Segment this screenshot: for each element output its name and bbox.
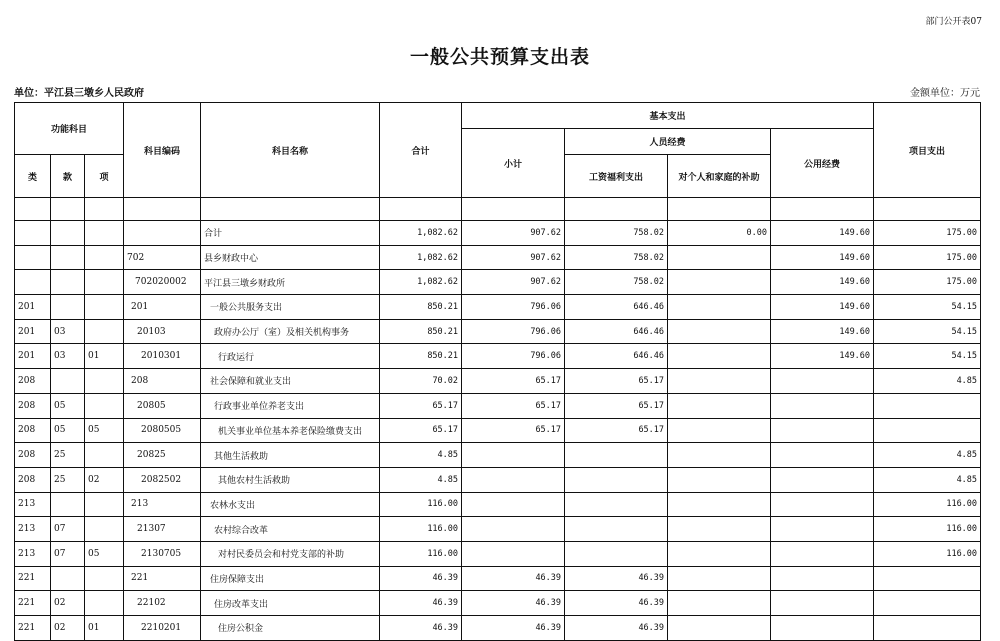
cell-lei: 208 xyxy=(15,369,51,394)
cell-salary: 758.02 xyxy=(565,245,668,270)
table-row xyxy=(15,221,981,246)
cell-subject-name: 机关事业单位基本养老保险缴费支出 xyxy=(201,418,380,443)
unit-label: 单位：平江县三墩乡人民政府 xyxy=(14,88,144,99)
cell-subsidy xyxy=(668,566,771,591)
cell-total: 70.02 xyxy=(380,369,462,394)
cell-total: 46.39 xyxy=(380,616,462,641)
cell-subject-code: 221 xyxy=(124,566,201,591)
cell-xiang xyxy=(85,369,124,394)
cell-salary xyxy=(565,541,668,566)
cell-xiang: 05 xyxy=(85,541,124,566)
cell-subject-name: 行政运行 xyxy=(201,344,380,369)
table-row xyxy=(15,245,981,270)
table-row xyxy=(15,418,981,443)
cell-lei: 208 xyxy=(15,418,51,443)
cell-public-funds: 149.60 xyxy=(771,319,874,344)
table-body xyxy=(15,221,981,641)
table-row xyxy=(15,467,981,492)
cell-subject-name: 平江县三墩乡财政所 xyxy=(201,270,380,295)
cell-kuan xyxy=(51,270,85,295)
table-row xyxy=(15,393,981,418)
table-row xyxy=(15,443,981,468)
amount-unit-label: 金额单位：万元 xyxy=(910,88,980,99)
cell-kuan xyxy=(51,492,85,517)
cell-subject-name: 政府办公厅（室）及相关机构事务 xyxy=(201,319,380,344)
cell-project-expense: 4.85 xyxy=(874,369,981,394)
cell-subtotal xyxy=(462,492,565,517)
cell-xiang xyxy=(85,245,124,270)
cell-subsidy xyxy=(668,319,771,344)
cell-kuan xyxy=(51,369,85,394)
cell-xiang xyxy=(85,393,124,418)
cell-subject-code: 22102 xyxy=(124,591,201,616)
cell-public-funds xyxy=(771,418,874,443)
cell-salary: 646.46 xyxy=(565,344,668,369)
cell-project-expense: 116.00 xyxy=(874,517,981,542)
cell-lei: 221 xyxy=(15,566,51,591)
cell-subsidy xyxy=(668,393,771,418)
cell-kuan: 05 xyxy=(51,418,85,443)
cell-xiang xyxy=(85,221,124,246)
cell-subject-name: 住房改革支出 xyxy=(201,591,380,616)
cell-project-expense: 116.00 xyxy=(874,541,981,566)
cell-subject-code: 2010301 xyxy=(124,344,201,369)
header-subject-code: 科目编码 xyxy=(124,103,201,198)
cell-project-expense: 4.85 xyxy=(874,443,981,468)
cell-total: 1,082.62 xyxy=(380,245,462,270)
table-row xyxy=(15,492,981,517)
cell-subject-code: 702 xyxy=(124,245,201,270)
cell-lei: 208 xyxy=(15,443,51,468)
cell-salary xyxy=(565,517,668,542)
cell-public-funds: 149.60 xyxy=(771,344,874,369)
table-row xyxy=(15,344,981,369)
cell-subject-code xyxy=(124,221,201,246)
table-row xyxy=(15,295,981,320)
cell-kuan xyxy=(51,221,85,246)
cell-total: 65.17 xyxy=(380,418,462,443)
cell-subsidy xyxy=(668,541,771,566)
cell-xiang: 01 xyxy=(85,616,124,641)
cell-lei: 201 xyxy=(15,295,51,320)
form-number: 部门公开表07 xyxy=(925,17,982,27)
cell-subsidy xyxy=(668,369,771,394)
budget-expenditure-table xyxy=(14,102,981,641)
cell-public-funds xyxy=(771,541,874,566)
cell-subsidy xyxy=(668,344,771,369)
cell-subject-code: 20103 xyxy=(124,319,201,344)
cell-subtotal: 907.62 xyxy=(462,221,565,246)
cell-kuan: 25 xyxy=(51,467,85,492)
cell-xiang xyxy=(85,517,124,542)
cell-kuan: 02 xyxy=(51,591,85,616)
cell-salary xyxy=(565,492,668,517)
cell-subject-name: 一般公共服务支出 xyxy=(201,295,380,320)
cell-subtotal xyxy=(462,443,565,468)
cell-subsidy: 0.00 xyxy=(668,221,771,246)
cell-salary xyxy=(565,443,668,468)
cell-public-funds: 149.60 xyxy=(771,221,874,246)
cell-public-funds xyxy=(771,467,874,492)
table-row xyxy=(15,566,981,591)
cell-lei: 213 xyxy=(15,492,51,517)
header-kuan: 款 xyxy=(51,155,85,198)
cell-kuan: 03 xyxy=(51,319,85,344)
cell-lei: 208 xyxy=(15,393,51,418)
cell-total: 850.21 xyxy=(380,319,462,344)
cell-project-expense xyxy=(874,393,981,418)
cell-subject-name: 社会保障和就业支出 xyxy=(201,369,380,394)
cell-kuan: 07 xyxy=(51,541,85,566)
cell-subtotal xyxy=(462,517,565,542)
cell-project-expense xyxy=(874,591,981,616)
cell-project-expense xyxy=(874,418,981,443)
cell-xiang: 05 xyxy=(85,418,124,443)
cell-subject-name: 其他生活救助 xyxy=(201,443,380,468)
cell-xiang xyxy=(85,492,124,517)
cell-total: 850.21 xyxy=(380,344,462,369)
cell-salary: 646.46 xyxy=(565,295,668,320)
table-row xyxy=(15,270,981,295)
cell-xiang xyxy=(85,443,124,468)
cell-public-funds xyxy=(771,443,874,468)
cell-project-expense: 116.00 xyxy=(874,492,981,517)
cell-lei xyxy=(15,221,51,246)
cell-public-funds xyxy=(771,566,874,591)
cell-subject-code: 2210201 xyxy=(124,616,201,641)
header-project-expense: 项目支出 xyxy=(874,103,981,198)
cell-public-funds xyxy=(771,492,874,517)
header-lei: 类 xyxy=(15,155,51,198)
cell-subsidy xyxy=(668,467,771,492)
cell-subject-name: 行政事业单位养老支出 xyxy=(201,393,380,418)
cell-xiang xyxy=(85,566,124,591)
cell-lei: 221 xyxy=(15,616,51,641)
cell-subject-code: 2130705 xyxy=(124,541,201,566)
cell-lei: 201 xyxy=(15,319,51,344)
cell-subsidy xyxy=(668,245,771,270)
table-row xyxy=(15,616,981,641)
cell-subtotal: 46.39 xyxy=(462,591,565,616)
cell-kuan: 02 xyxy=(51,616,85,641)
cell-salary: 758.02 xyxy=(565,221,668,246)
cell-kuan xyxy=(51,566,85,591)
table-row xyxy=(15,369,981,394)
cell-kuan xyxy=(51,245,85,270)
cell-subtotal: 65.17 xyxy=(462,369,565,394)
cell-salary: 46.39 xyxy=(565,616,668,641)
header-salary: 工资福利支出 xyxy=(565,155,668,198)
cell-subject-code: 2080505 xyxy=(124,418,201,443)
cell-subject-name: 其他农村生活救助 xyxy=(201,467,380,492)
cell-xiang xyxy=(85,591,124,616)
cell-subtotal: 46.39 xyxy=(462,566,565,591)
cell-xiang: 01 xyxy=(85,344,124,369)
cell-subtotal: 796.06 xyxy=(462,319,565,344)
cell-kuan xyxy=(51,295,85,320)
cell-project-expense: 175.00 xyxy=(874,221,981,246)
cell-subtotal: 907.62 xyxy=(462,270,565,295)
cell-subtotal: 46.39 xyxy=(462,616,565,641)
cell-salary xyxy=(565,467,668,492)
cell-total: 116.00 xyxy=(380,492,462,517)
cell-salary: 65.17 xyxy=(565,393,668,418)
cell-public-funds xyxy=(771,369,874,394)
cell-public-funds: 149.60 xyxy=(771,245,874,270)
table-row xyxy=(15,517,981,542)
cell-subsidy xyxy=(668,492,771,517)
table-row xyxy=(15,541,981,566)
cell-public-funds xyxy=(771,393,874,418)
header-subtotal: 小计 xyxy=(462,129,565,198)
cell-lei: 213 xyxy=(15,541,51,566)
cell-subsidy xyxy=(668,517,771,542)
cell-total: 65.17 xyxy=(380,393,462,418)
cell-subtotal xyxy=(462,467,565,492)
cell-subsidy xyxy=(668,443,771,468)
table-row xyxy=(15,591,981,616)
cell-salary: 646.46 xyxy=(565,319,668,344)
cell-kuan: 25 xyxy=(51,443,85,468)
cell-total: 1,082.62 xyxy=(380,221,462,246)
cell-kuan: 05 xyxy=(51,393,85,418)
header-subsidy: 对个人和家庭的补助 xyxy=(668,155,771,198)
cell-subtotal: 796.06 xyxy=(462,295,565,320)
cell-subsidy xyxy=(668,270,771,295)
cell-public-funds xyxy=(771,517,874,542)
cell-total: 46.39 xyxy=(380,591,462,616)
cell-subtotal: 65.17 xyxy=(462,393,565,418)
cell-xiang xyxy=(85,270,124,295)
cell-salary: 46.39 xyxy=(565,591,668,616)
cell-lei: 221 xyxy=(15,591,51,616)
cell-salary: 65.17 xyxy=(565,369,668,394)
cell-subtotal: 907.62 xyxy=(462,245,565,270)
cell-subsidy xyxy=(668,591,771,616)
cell-public-funds: 149.60 xyxy=(771,270,874,295)
cell-subsidy xyxy=(668,418,771,443)
cell-subject-code: 213 xyxy=(124,492,201,517)
cell-project-expense: 175.00 xyxy=(874,245,981,270)
header-basic-expense: 基本支出 xyxy=(462,103,874,129)
cell-project-expense: 54.15 xyxy=(874,295,981,320)
cell-subject-name: 住房公积金 xyxy=(201,616,380,641)
cell-kuan: 03 xyxy=(51,344,85,369)
cell-total: 1,082.62 xyxy=(380,270,462,295)
cell-lei: 201 xyxy=(15,344,51,369)
cell-subsidy xyxy=(668,295,771,320)
cell-subject-code: 208 xyxy=(124,369,201,394)
cell-total: 850.21 xyxy=(380,295,462,320)
cell-salary: 65.17 xyxy=(565,418,668,443)
cell-subsidy xyxy=(668,616,771,641)
header-personnel: 人员经费 xyxy=(565,129,771,155)
cell-salary: 758.02 xyxy=(565,270,668,295)
cell-subject-code: 201 xyxy=(124,295,201,320)
header-xiang: 项 xyxy=(85,155,124,198)
cell-xiang: 02 xyxy=(85,467,124,492)
cell-subject-name: 农林水支出 xyxy=(201,492,380,517)
cell-total: 116.00 xyxy=(380,541,462,566)
cell-project-expense: 54.15 xyxy=(874,344,981,369)
cell-subject-name: 县乡财政中心 xyxy=(201,245,380,270)
header-subject-name: 科目名称 xyxy=(201,103,380,198)
cell-total: 4.85 xyxy=(380,443,462,468)
cell-project-expense xyxy=(874,566,981,591)
cell-lei: 213 xyxy=(15,517,51,542)
header-function-subject: 功能科目 xyxy=(15,103,124,155)
cell-subject-name: 对村民委员会和村党支部的补助 xyxy=(201,541,380,566)
page-title: 一般公共预算支出表 xyxy=(409,46,590,68)
cell-total: 116.00 xyxy=(380,517,462,542)
cell-subtotal xyxy=(462,541,565,566)
cell-subtotal: 65.17 xyxy=(462,418,565,443)
cell-project-expense xyxy=(874,616,981,641)
cell-subtotal: 796.06 xyxy=(462,344,565,369)
cell-xiang xyxy=(85,319,124,344)
cell-lei xyxy=(15,245,51,270)
cell-subject-code: 20805 xyxy=(124,393,201,418)
cell-lei xyxy=(15,270,51,295)
cell-public-funds xyxy=(771,616,874,641)
cell-subject-code: 2082502 xyxy=(124,467,201,492)
cell-public-funds xyxy=(771,591,874,616)
cell-project-expense: 4.85 xyxy=(874,467,981,492)
cell-project-expense: 175.00 xyxy=(874,270,981,295)
cell-total: 4.85 xyxy=(380,467,462,492)
cell-xiang xyxy=(85,295,124,320)
cell-subject-code: 20825 xyxy=(124,443,201,468)
header-total: 合计 xyxy=(380,103,462,198)
cell-total: 46.39 xyxy=(380,566,462,591)
table-row xyxy=(15,319,981,344)
cell-subject-code: 21307 xyxy=(124,517,201,542)
cell-subject-name: 农村综合改革 xyxy=(201,517,380,542)
cell-lei: 208 xyxy=(15,467,51,492)
cell-subject-name: 住房保障支出 xyxy=(201,566,380,591)
spacer-row xyxy=(15,198,981,221)
cell-kuan: 07 xyxy=(51,517,85,542)
header-public-funds: 公用经费 xyxy=(771,129,874,198)
cell-subject-name: 合计 xyxy=(201,221,380,246)
cell-public-funds: 149.60 xyxy=(771,295,874,320)
cell-subject-code: 702020002 xyxy=(124,270,201,295)
cell-salary: 46.39 xyxy=(565,566,668,591)
cell-project-expense: 54.15 xyxy=(874,319,981,344)
